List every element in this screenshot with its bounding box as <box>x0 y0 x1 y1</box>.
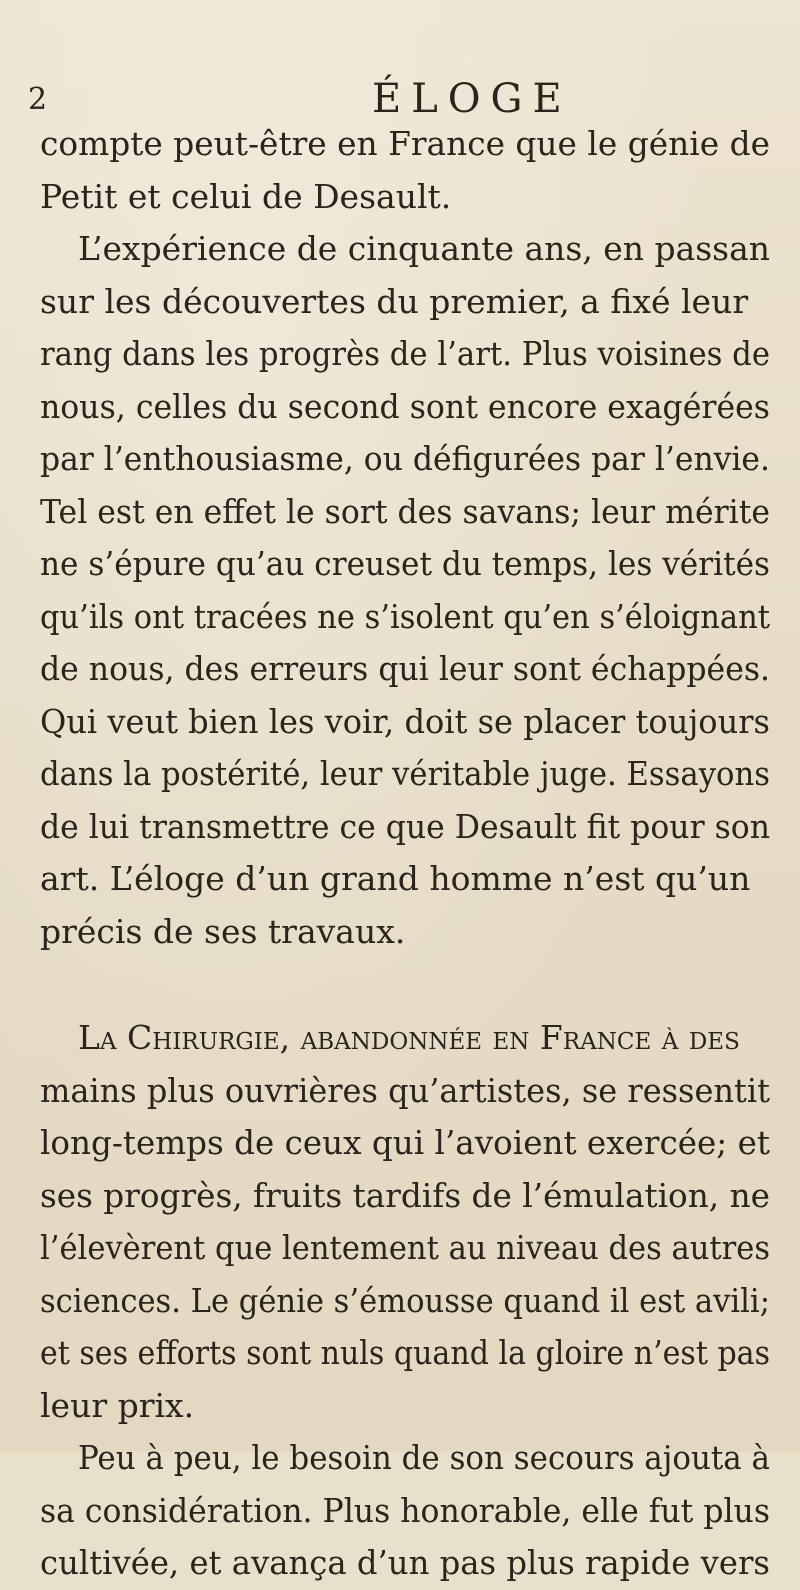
text-line: art. L’éloge d’un grand homme n’est qu’un <box>40 859 751 898</box>
text-line: leur prix. <box>40 1385 195 1425</box>
text-line: sur les découvertes du premier, a fixé leur <box>40 281 749 321</box>
page-number: 2 <box>28 82 48 117</box>
text-line: dans la postérité, leur véritable juge. Essayons <box>40 754 770 793</box>
text-line: La Chirurgie, abandonnée en France à des <box>78 1018 740 1057</box>
body-text <box>40 118 770 1590</box>
paragraph-gap <box>40 958 770 1012</box>
text-line: précis de ses travaux. <box>40 911 406 951</box>
text-line: long-temps de ceux qui l’avoient exercée; et <box>40 1123 770 1162</box>
text-line: ne s’épure qu’au creuset du temps, les vérités <box>40 544 770 583</box>
text-line: cultivée, et avança d’un pas plus rapide vers <box>40 1543 770 1582</box>
text-line: ses progrès, fruits tardifs de l’émulation, ne <box>40 1175 770 1215</box>
text-line: et ses efforts sont nuls quand la gloire n’est pas <box>40 1333 770 1372</box>
running-head: ÉLOGE <box>372 76 572 122</box>
text-line: l’élevèrent que lentement au niveau des autres <box>40 1228 770 1267</box>
text-line: Petit et celui de Desault. <box>40 176 452 216</box>
text-line: de lui transmettre ce que Desault fit pour son <box>40 806 770 846</box>
text-line: mains plus ouvrières qu’artistes, se ressentit <box>40 1070 770 1110</box>
text-line: Tel est en effet le sort des savans; leur mérite <box>40 491 770 531</box>
text-line: de nous, des erreurs qui leur sont échappées. <box>40 649 770 688</box>
page-header <box>0 58 800 122</box>
text-line: sa considération. Plus honorable, elle fut plus <box>40 1490 770 1530</box>
text-line: compte peut-être en France que le génie de <box>40 124 770 163</box>
text-line: sciences. Le génie s’émousse quand il est avili; <box>40 1280 770 1320</box>
text-line: par l’enthousiasme, ou défigurées par l’envie. <box>40 439 770 478</box>
text-line: L’expérience de cinquante ans, en passan <box>78 229 770 268</box>
text-line: qu’ils ont tracées ne s’isolent qu’en s’éloignant <box>40 596 770 636</box>
text-line: Peu à peu, le besoin de son secours ajouta à <box>78 1438 770 1477</box>
text-line: nous, celles du second sont encore exagérées <box>40 386 770 426</box>
text-line: rang dans les progrès de l’art. Plus voisines de <box>40 334 770 373</box>
text-line: Qui veut bien les voir, doit se placer toujours <box>40 701 770 741</box>
